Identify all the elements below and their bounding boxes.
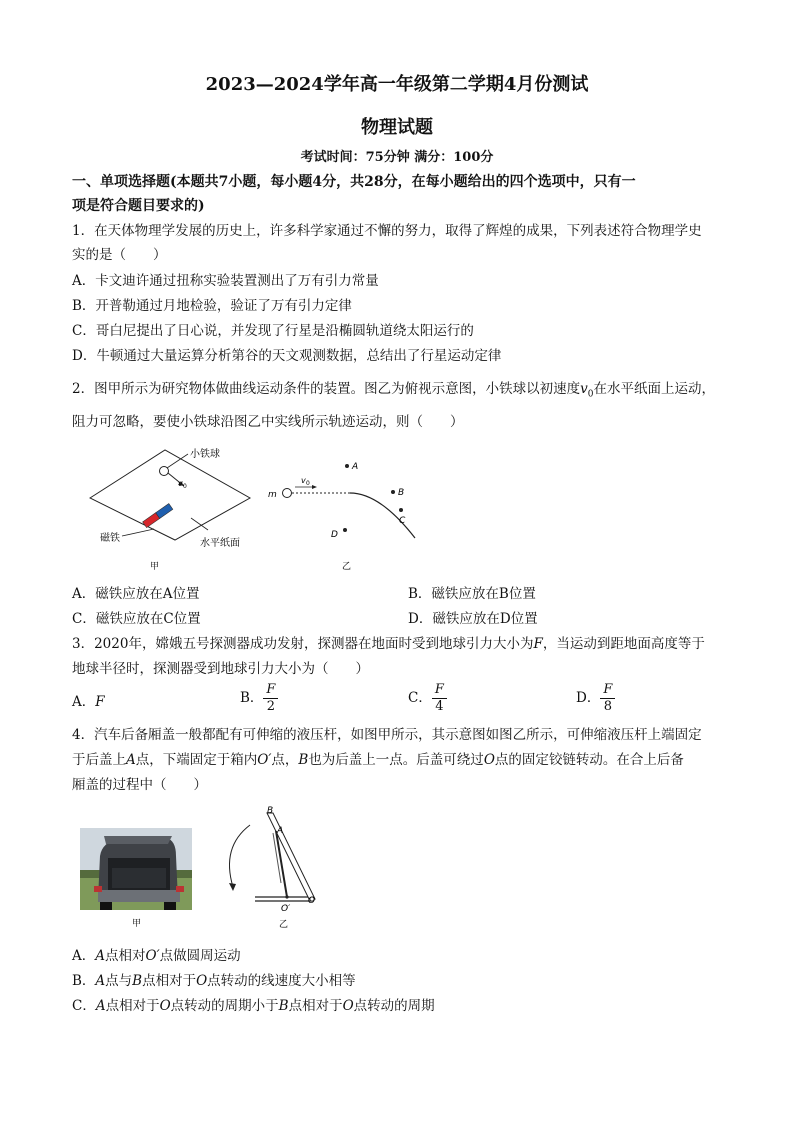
q2-jia-magnet-label: 磁铁 [100,533,120,544]
q3-var-F: F [533,636,543,652]
q2-stem-text-b: 在水平纸面上运动， [593,381,715,397]
q4-yi-O: O [308,896,316,906]
q4-text-b: 点，下端固定于箱内 [135,752,258,768]
q4-b-v1: A [95,973,106,989]
q2-yi-caption: 乙 [342,562,352,572]
q3-option-b-label: B． [240,690,264,706]
magnet-icon [143,504,173,528]
q3-option-a-label: A． [72,694,96,710]
q2-figure-yi [265,450,430,575]
q3-option-b [240,682,278,715]
q3-option-d-num: F [600,682,615,699]
q2-var-sub: 0 [587,389,594,400]
q4-c-v2: O [159,998,171,1014]
q4-yi-A: A [277,826,284,836]
q2-figure-jia [80,440,270,575]
exam-info: 考试时间：75分钟 满分：100分 [300,150,494,165]
q3-option-c-label: C． [408,690,432,706]
q2-option-c: C．磁铁应放在C位置 [72,611,201,627]
q4-yi-caption: 乙 [279,920,289,930]
q2-yi-v-sub: 0 [306,480,310,487]
q4-text-e: 点的固定铰链转动。在合上后备 [494,752,684,768]
q2-jia-ball-label: 小铁球 [190,449,220,460]
q2-option-b: B．磁铁应放在B位置 [408,586,536,602]
q1-option-a: A．卡文迪许通过扭称实验装置测出了万有引力常量 [72,273,379,289]
q3-option-c-num: F [432,682,447,699]
q4-c-mid2: 点转动的周期小于 [170,998,279,1014]
q4-text-d: 也为后盖上一点。后盖可绕过 [308,752,484,768]
q4-var-O: O [483,752,495,768]
q2-stem-line2: 阻力可忽略，要使小铁球沿图乙中实线所示轨迹运动，则（ ） [72,414,464,430]
q3-option-b-den: 2 [266,699,276,714]
q4-c-mid3: 点相对于 [288,998,343,1014]
q2-var-v: v [580,381,588,397]
q4-jia-caption: 甲 [132,919,142,929]
q4-figure-jia [80,828,192,932]
q2-yi-D: D [331,530,338,540]
q1-option-b: B．开普勒通过月地检验，验证了万有引力定律 [72,298,352,314]
q4-text-a: 于后盖上 [72,752,126,768]
q4-a-pre: A． [72,948,96,964]
q3-option-a-value: F [95,694,105,710]
q2-yi-C: C [399,516,406,526]
q4-yi-B: B [267,806,274,816]
q2-yi-B: B [398,488,405,498]
q1-option-d: D．牛顿通过大量运算分析第谷的天文观测数据，总结出了行星运动定律 [72,348,502,364]
q4-var-B: B [298,752,309,768]
subject-title: 物理试题 [361,117,433,138]
q3-stem-text-a: 3．2020年，嫦娥五号探测器成功发射，探测器在地面时受到地球引力大小为 [72,636,534,652]
q4-var-A: A [126,752,136,768]
q2-jia-v-label: v [178,479,183,488]
q4-c-v3: B [278,998,289,1014]
q3-option-d-label: D． [576,690,601,706]
q3-stem-line2: 地球半径时，探测器受到地球引力大小为（ ） [72,661,369,677]
q2-option-a: A．磁铁应放在A位置 [72,586,200,602]
ball-icon [283,489,292,498]
q4-text-c: 点， [271,752,299,768]
q4-option-b [72,969,732,993]
q3-stem-text-b: ，当运动到距地面高度等于 [542,636,705,652]
q2-jia-paper-label: 水平纸面 [200,538,240,549]
q1-option-c: C．哥白尼提出了日心说，并发现了行星是沿椭圆轨道绕太阳运行的 [72,323,474,339]
q4-c-post: 点转动的周期 [353,998,435,1014]
q2-option-d: D．磁铁应放在D位置 [408,611,538,627]
section-heading-line2: 项是符合题目要求的) [72,198,205,214]
q4-b-v2: B [132,973,143,989]
q4-c-mid1: 点相对于 [105,998,160,1014]
q4-option-c [72,994,732,1018]
q4-b-mid2: 点相对于 [142,973,197,989]
q3-option-b-num: F [263,682,278,699]
q4-option-a [72,944,732,968]
section-heading-line1: 一、单项选择题(本题共7小题，每小题4分，共28分，在每小题给出的四个选项中，只有一 [72,174,636,190]
q4-yi-O1: O′ [281,904,291,914]
q1-stem-line1: 1．在天体物理学发展的历史上，许多科学家通过不懈的努力，取得了辉煌的成果，下列表述符合物理学史 [72,223,702,239]
q4-a-post: 点做圆周运动 [159,948,241,964]
q4-a-mid: 点相对 [105,948,146,964]
q2-jia-caption: 甲 [150,562,160,572]
q2-stem-text-a: 2．图甲所示为研究物体做曲线运动条件的装置。图乙为俯视示意图，小铁球以初速度 [72,381,581,397]
q3-option-b-fraction [263,682,278,715]
q2-jia-v-sub: 0 [183,483,187,490]
q2-stem-line1 [72,377,732,407]
q2-yi-A: A [352,462,359,472]
q4-a-v1: A [95,948,105,964]
q4-c-v4: O [342,998,354,1014]
q3-option-d [576,682,615,715]
q4-stem-line3: 厢盖的过程中（ ） [72,777,207,793]
q4-a-v2: O′ [145,948,160,964]
q3-option-d-fraction [600,682,615,715]
q4-var-O1: O′ [257,752,272,768]
q2-yi-v-label: v [301,476,306,485]
q3-option-d-den: 8 [603,699,612,714]
q4-b-mid1: 点与 [105,973,133,989]
q4-c-pre: C． [72,998,96,1014]
q1-stem-line2: 实的是（ ） [72,247,167,263]
q4-stem-line1: 4．汽车后备厢盖一般都配有可伸缩的液压杆，如图甲所示，其示意图如图乙所示，可伸缩液压杆上端固定 [72,727,702,743]
q4-b-pre: B． [72,973,96,989]
q4-b-post: 点转动的线速度大小相等 [207,973,356,989]
q3-option-c [408,682,447,715]
q4-c-v1: A [95,998,106,1014]
q3-option-c-fraction [432,682,447,715]
q3-stem-line1 [72,632,732,656]
q3-option-a [72,690,105,714]
q2-yi-m-label: m [268,490,277,500]
q4-stem-line2 [72,748,732,772]
exam-title: 2023—2024学年高一年级第二学期4月份测试 [205,74,589,95]
q4-figure-yi [215,805,330,935]
q4-b-v3: O [196,973,208,989]
q3-option-c-den: 4 [435,699,444,714]
